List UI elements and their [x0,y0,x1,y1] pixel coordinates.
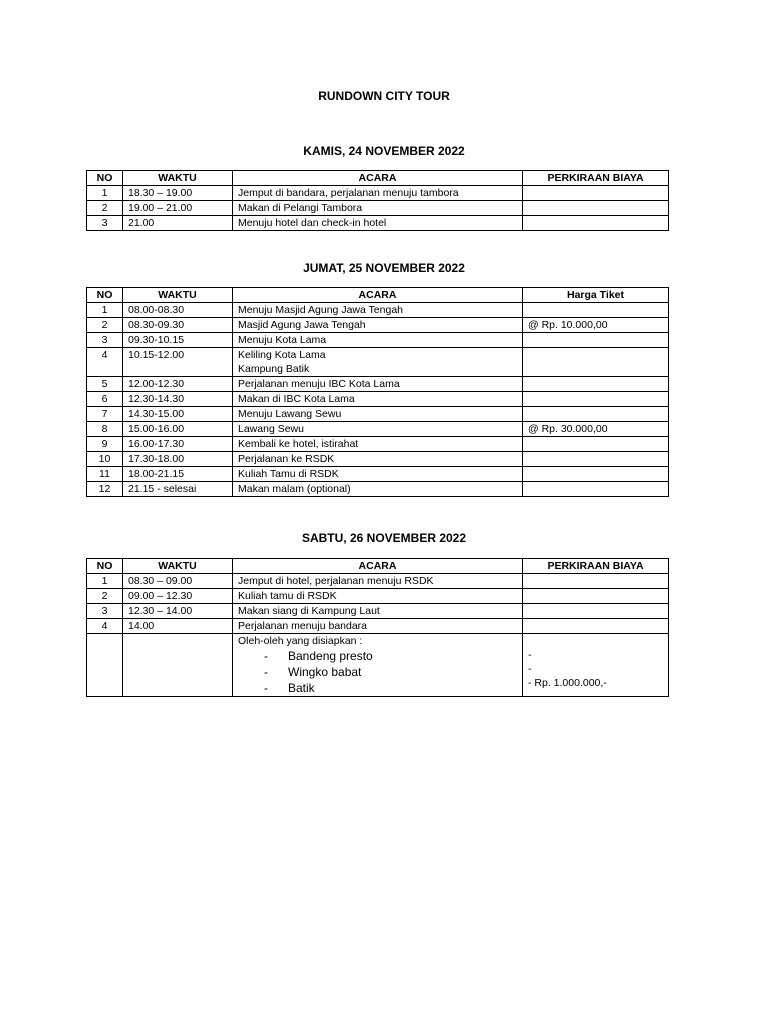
biaya-item: - Rp. 1.000.000,- [528,677,607,689]
cell-biaya [523,216,669,231]
cell-no: 5 [87,377,123,392]
schedule-table-kamis [86,170,669,231]
table-row [87,186,669,201]
header-no: NO [87,288,123,303]
cell-waktu: 12.00-12.30 [123,377,233,392]
acara-line: Keliling Kota Lama [238,349,326,361]
table-row [87,452,669,467]
oleh-oleh-acara [233,634,523,697]
cell-biaya [523,574,669,589]
cell-no: 9 [87,437,123,452]
acara-line: Masjid Agung Jawa Tengah [238,319,366,331]
acara-line: Menuju Masjid Agung Jawa Tengah [238,304,404,316]
acara-line: Kuliah Tamu di RSDK [238,468,339,480]
cell-biaya [523,377,669,392]
oleh-oleh-item-label: Batik [288,681,315,695]
cell-waktu: 21.15 - selesai [123,482,233,497]
cell-waktu: 09.30-10.15 [123,333,233,348]
cell-acara [233,186,523,201]
table-row [87,392,669,407]
cell-waktu: 10.15-12.00 [123,348,233,377]
acara-line: Kuliah tamu di RSDK [238,590,337,602]
cell-biaya [523,201,669,216]
cell-waktu: 14.30-15.00 [123,407,233,422]
header-acara: ACARA [233,559,523,574]
cell-acara [233,216,523,231]
acara-line: Kembali ke hotel, istirahat [238,438,359,450]
cell-acara [233,303,523,318]
acara-line: Menuju Kota Lama [238,334,327,346]
cell-waktu: 08.00-08.30 [123,303,233,318]
table-body-jumat [87,303,669,497]
cell-acara [233,467,523,482]
table-body-sabtu [87,574,669,634]
oleh-oleh-item [238,664,517,680]
cell-waktu: 18.30 – 19.00 [123,186,233,201]
header-waktu: WAKTU [123,171,233,186]
cell-waktu: 08.30 – 09.00 [123,574,233,589]
cell-biaya [523,333,669,348]
cell-acara [233,422,523,437]
day-heading-sabtu: SABTU, 26 NOVEMBER 2022 [301,531,467,545]
acara-line: Menuju Lawang Sewu [238,408,342,420]
acara-line: Makan di IBC Kota Lama [238,393,355,405]
table-row [87,333,669,348]
acara-line: Makan malam (optional) [238,483,351,495]
cell-biaya [523,437,669,452]
cell-waktu: 12.30 – 14.00 [123,604,233,619]
cell-no: 4 [87,619,123,634]
table-row [87,467,669,482]
cell-biaya [523,348,669,377]
header-biaya: PERKIRAAN BIAYA [523,559,669,574]
cell-no: 10 [87,452,123,467]
cell-no: 3 [87,333,123,348]
cell-acara [233,392,523,407]
cell-biaya: @ Rp. 10.000,00 [523,318,669,333]
cell-waktu: 17.30-18.00 [123,452,233,467]
cell-acara [233,333,523,348]
bullet-dash: - [264,665,268,679]
oleh-oleh-list [238,648,517,696]
cell-acara [233,377,523,392]
acara-line: Kampung Batik [238,363,310,375]
table-row [87,303,669,318]
acara-line: Lawang Sewu [238,423,304,435]
table-row [87,574,669,589]
cell-waktu: 12.30-14.30 [123,392,233,407]
table-row [87,482,669,497]
cell-acara [233,348,523,377]
cell-waktu: 14.00 [123,619,233,634]
header-no: NO [87,559,123,574]
table-row [87,604,669,619]
acara-line: Perjalanan menuju IBC Kota Lama [238,378,400,390]
table-row [87,437,669,452]
table-header-row [87,559,669,574]
oleh-oleh-item [238,680,517,696]
cell-no: 8 [87,422,123,437]
cell-no: 6 [87,392,123,407]
cell-acara [233,407,523,422]
cell-acara [233,574,523,589]
cell-biaya [523,407,669,422]
cell-biaya: @ Rp. 30.000,00 [523,422,669,437]
bullet-dash: - [264,649,268,663]
cell-waktu: 18.00-21.15 [123,467,233,482]
cell-no: 7 [87,407,123,422]
table-row [87,407,669,422]
header-acara: ACARA [233,171,523,186]
cell-no: 3 [87,216,123,231]
acara-line: Makan siang di Kampung Laut [238,605,380,617]
header-biaya: PERKIRAAN BIAYA [523,171,669,186]
biaya-item: - [528,649,532,661]
header-no: NO [87,171,123,186]
oleh-oleh-biaya [523,634,669,697]
acara-line: Perjalanan menuju bandara [238,620,368,632]
cell-waktu: 19.00 – 21.00 [123,201,233,216]
table-row [87,619,669,634]
cell-acara [233,589,523,604]
header-acara: ACARA [233,288,523,303]
header-waktu: WAKTU [123,288,233,303]
table-row [87,377,669,392]
cell-acara [233,604,523,619]
cell-acara [233,437,523,452]
table-body-kamis [87,186,669,231]
biaya-item: - [528,663,532,675]
acara-line: Makan di Pelangi Tambora [238,202,363,214]
acara-line: Menuju hotel dan check-in hotel [238,217,387,229]
cell-no: 2 [87,589,123,604]
cell-no: 1 [87,186,123,201]
cell-no: 12 [87,482,123,497]
cell-waktu: 09.00 – 12.30 [123,589,233,604]
schedule-table-sabtu [86,558,669,697]
table-row [87,348,669,377]
cell-acara [233,452,523,467]
cell-acara [233,482,523,497]
acara-line: Perjalanan ke RSDK [238,453,335,465]
cell-biaya [523,186,669,201]
cell-no: 4 [87,348,123,377]
header-biaya: Harga Tiket [523,288,669,303]
cell-no: 1 [87,303,123,318]
oleh-oleh-label: Oleh-oleh yang disiapkan : [238,635,363,647]
table-row [87,589,669,604]
acara-line: Jemput di bandara, perjalanan menuju tambora [238,187,459,199]
cell-no: 11 [87,467,123,482]
oleh-oleh-no [87,634,123,697]
header-waktu: WAKTU [123,559,233,574]
cell-biaya [523,467,669,482]
cell-waktu: 08.30-09.30 [123,318,233,333]
cell-biaya [523,482,669,497]
cell-acara [233,318,523,333]
cell-no: 2 [87,318,123,333]
oleh-oleh-item-label: Wingko babat [288,665,362,679]
oleh-oleh-waktu [123,634,233,697]
cell-biaya [523,392,669,407]
oleh-oleh-biaya-list [528,634,663,690]
acara-line: Jemput di hotel, perjalanan menuju RSDK [238,575,434,587]
bullet-dash: - [264,681,268,695]
cell-biaya [523,303,669,318]
document-title: RUNDOWN CITY TOUR [318,89,450,103]
cell-waktu: 15.00-16.00 [123,422,233,437]
cell-biaya [523,589,669,604]
oleh-oleh-item-label: Bandeng presto [288,649,373,663]
table-header-row [87,171,669,186]
cell-no: 2 [87,201,123,216]
cell-no: 3 [87,604,123,619]
cell-biaya [523,619,669,634]
cell-biaya [523,452,669,467]
day-heading-kamis: KAMIS, 24 NOVEMBER 2022 [303,144,465,158]
cell-acara [233,619,523,634]
oleh-oleh-item [238,648,517,664]
table-row [87,216,669,231]
table-row [87,201,669,216]
cell-no: 1 [87,574,123,589]
cell-waktu: 21.00 [123,216,233,231]
day-heading-jumat: JUMAT, 25 NOVEMBER 2022 [303,261,465,275]
oleh-oleh-row [87,634,669,697]
cell-acara [233,201,523,216]
cell-waktu: 16.00-17.30 [123,437,233,452]
cell-biaya [523,604,669,619]
table-row [87,422,669,437]
table-row [87,318,669,333]
table-header-row [87,288,669,303]
schedule-table-jumat [86,287,669,497]
